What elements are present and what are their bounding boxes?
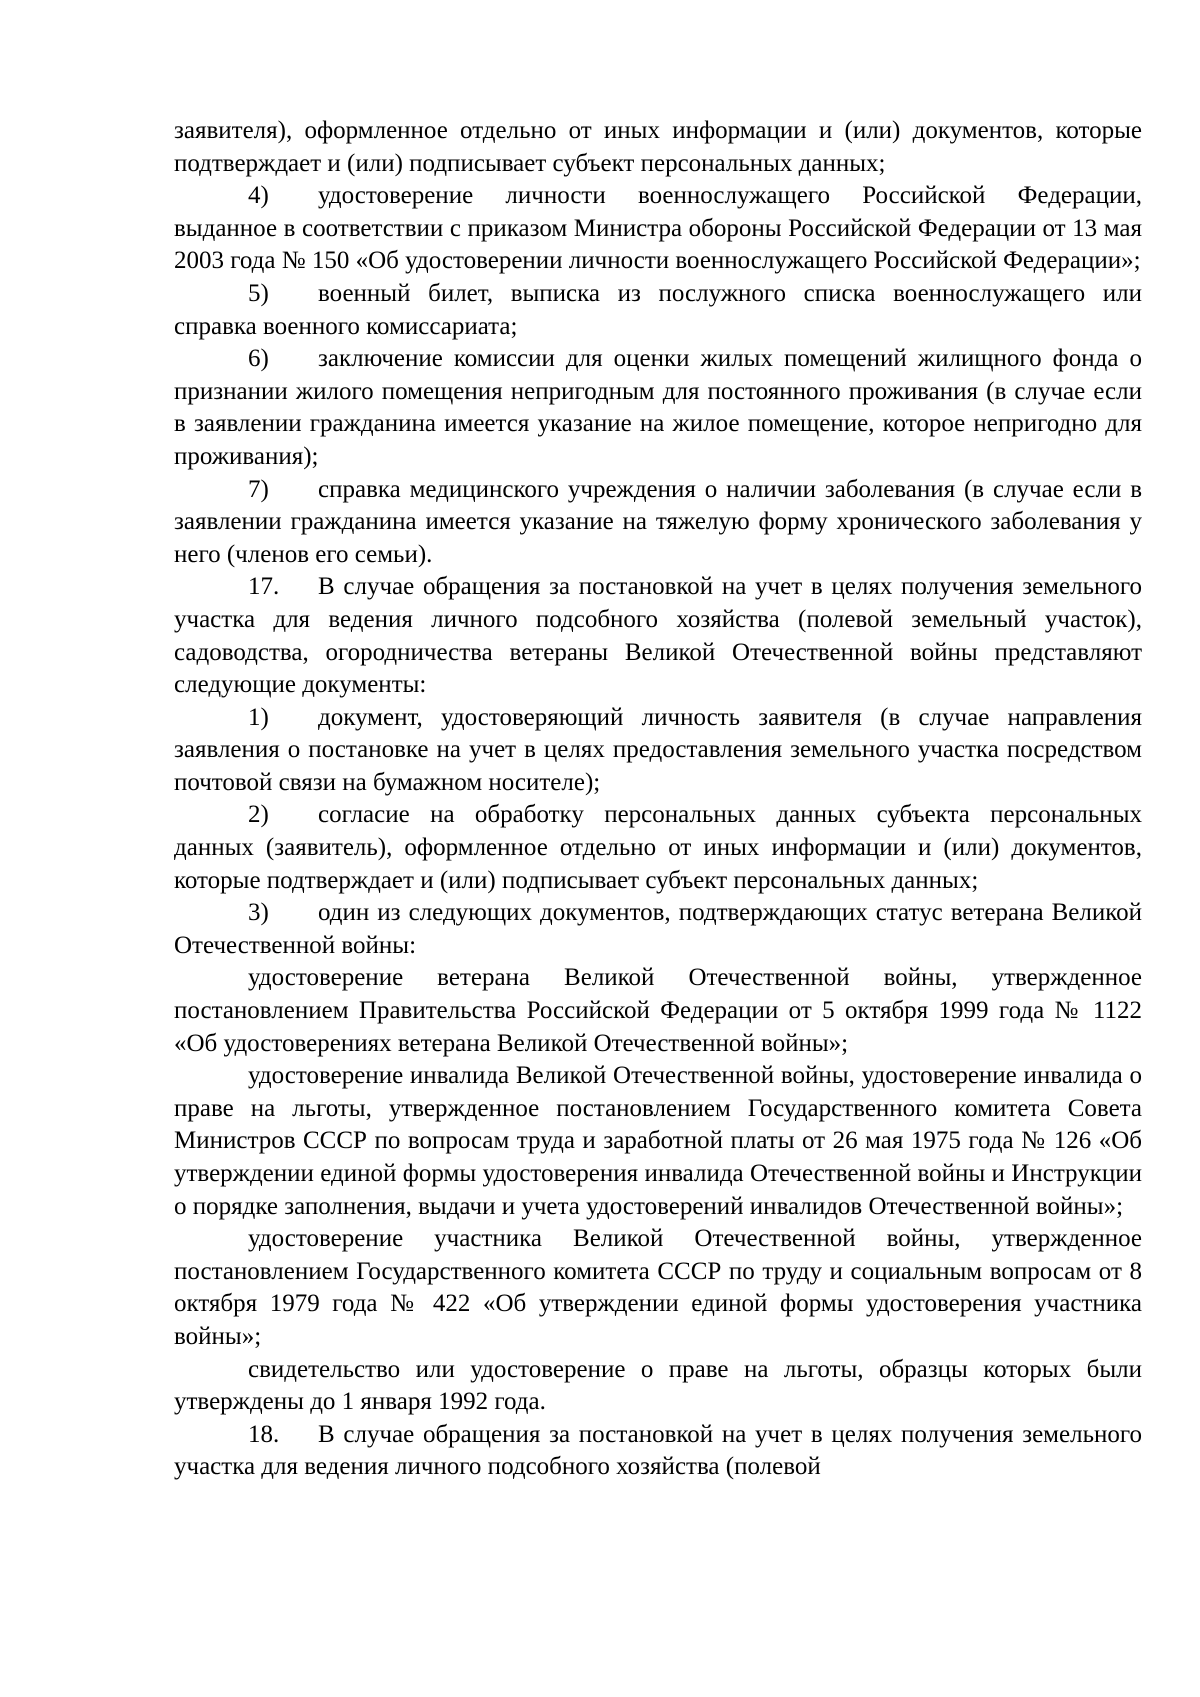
clause-number: 18. bbox=[248, 1420, 280, 1448]
item-number: 2) bbox=[248, 801, 269, 829]
paragraph-text: заявителя), оформленное отдельно от иных информации и (или) документов, которые подтверждает и (или) подписывает субъект персональных данных; bbox=[174, 117, 1142, 177]
clause-number: 17. bbox=[248, 573, 280, 601]
list-item-5 bbox=[174, 278, 1142, 343]
item-text: заключение комиссии для оценки жилых помещений жилищного фонда о признании жилого помещения непригодным для постоянного проживания (в случае если в заявлении гражданина имеется указание на жилое помещение, которое непригодно для проживания); bbox=[174, 345, 1142, 470]
paragraph-benefits-certificate bbox=[174, 1354, 1142, 1419]
item-text: один из следующих документов, подтверждающих статус ветерана Великой Отечественной войны: bbox=[174, 899, 1142, 959]
item-text: справка медицинского учреждения о наличии заболевания (в случае если в заявлении гражданина имеется указание на тяжелую форму хронического заболевания у него (членов его семьи). bbox=[174, 475, 1142, 568]
clause-18 bbox=[174, 1419, 1142, 1484]
item-text: документ, удостоверяющий личность заявителя (в случае направления заявления о постановке на учет в целях предоставления земельного участка посредством почтовой связи на бумажном носителе); bbox=[174, 703, 1142, 796]
item-number: 5) bbox=[248, 279, 269, 307]
item-text: удостоверение личности военнослужащего Российской Федерации, выданное в соответствии с приказом Министра обороны Российской Федерации от 13 мая 2003 года № 150 «Об удостоверении личности военнослужащего Российской Федерации»; bbox=[174, 182, 1142, 275]
list-item-1 bbox=[174, 702, 1142, 800]
list-item-3 bbox=[174, 897, 1142, 962]
list-item-4 bbox=[174, 180, 1142, 278]
clause-17 bbox=[174, 571, 1142, 701]
list-item-2 bbox=[174, 799, 1142, 897]
paragraph-participant-certificate bbox=[174, 1223, 1142, 1353]
paragraph-continuation bbox=[174, 115, 1142, 180]
list-item-6 bbox=[174, 343, 1142, 473]
paragraph-text: удостоверение ветерана Великой Отечественной войны, утвержденное постановлением Правительства Российской Федерации от 5 октября 1999 года № 1122 «Об удостоверениях ветерана Великой Отечественной войны»; bbox=[174, 964, 1142, 1057]
clause-text: В случае обращения за постановкой на учет в целях получения земельного участка для ведения личного подсобного хозяйства (полевой bbox=[174, 1420, 1142, 1481]
paragraph-text: удостоверение участника Великой Отечественной войны, утвержденное постановлением Государственного комитета СССР по труду и социальным вопросам от 8 октября 1979 года № 422 «Об утверждении единой формы удостоверения участника войны»; bbox=[174, 1225, 1142, 1350]
item-text: согласие на обработку персональных данных субъекта персональных данных (заявитель), оформленное отдельно от иных информации и (или) документов, которые подтверждает и (или) подписывает субъект персональных данных; bbox=[174, 801, 1142, 894]
paragraph-text: удостоверение инвалида Великой Отечественной войны, удостоверение инвалида о праве на льготы, утвержденное постановлением Государственного комитета Совета Министров СССР по вопросам труда и заработной платы от 26 мая 1975 года № 126 «Об утверждении единой формы удостоверения инвалида Отечественной войны и Инструкции о порядке заполнения, выдачи и учета удостоверений инвалидов Отечественной войны»; bbox=[174, 1062, 1142, 1220]
item-number: 7) bbox=[248, 475, 269, 503]
clause-text: В случае обращения за постановкой на учет в целях получения земельного участка для ведения личного подсобного хозяйства (полевой земельный участок), садоводства, огородничества ветераны Великой Отечественной войны представляют следующие документы: bbox=[174, 573, 1142, 699]
paragraph-invalid-certificate bbox=[174, 1060, 1142, 1223]
item-number: 3) bbox=[248, 899, 269, 927]
item-number: 4) bbox=[248, 182, 269, 210]
item-number: 6) bbox=[248, 345, 269, 373]
paragraph-veteran-certificate bbox=[174, 962, 1142, 1060]
item-text: военный билет, выписка из послужного списка военнослужащего или справка военного комиссариата; bbox=[174, 279, 1142, 340]
item-number: 1) bbox=[248, 703, 269, 731]
paragraph-text: свидетельство или удостоверение о праве на льготы, образцы которых были утверждены до 1 января 1992 года. bbox=[174, 1355, 1142, 1416]
document-body bbox=[174, 115, 1142, 1484]
list-item-7 bbox=[174, 474, 1142, 572]
